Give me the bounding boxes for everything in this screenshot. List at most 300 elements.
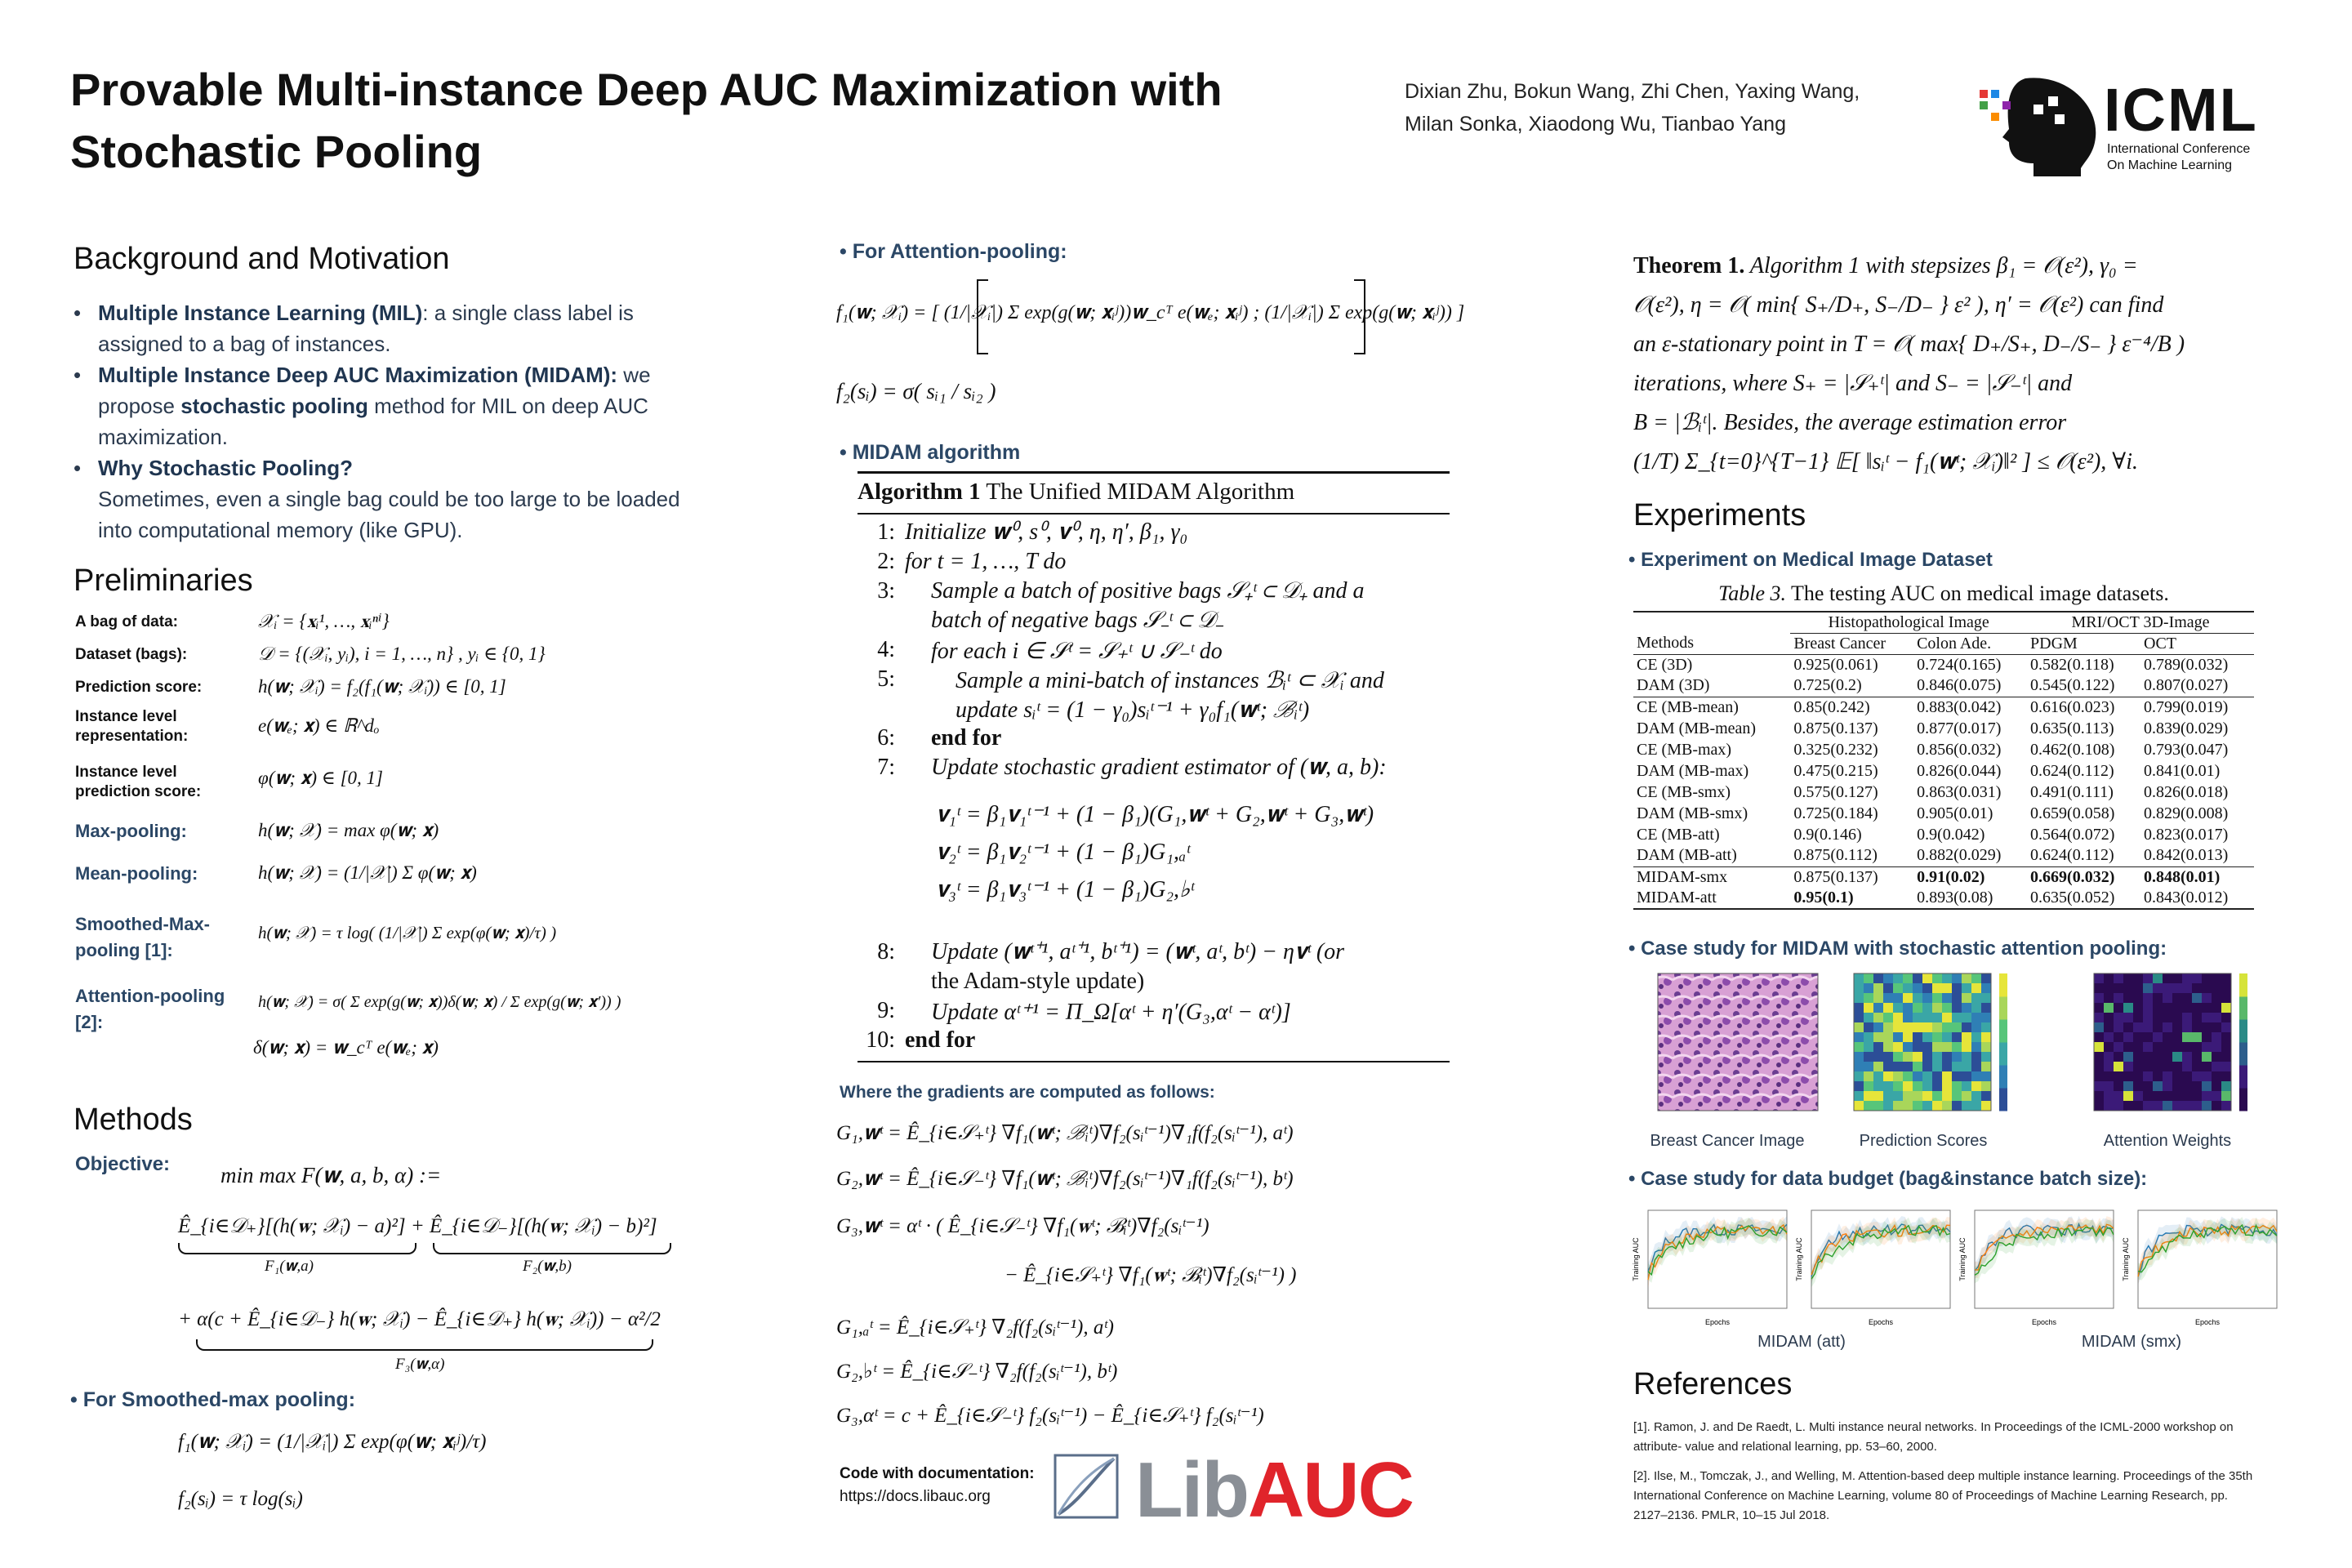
heatmap-cell <box>2212 973 2222 984</box>
heatmap-cell <box>2123 1052 2134 1062</box>
heatmap-cell <box>2172 1052 2183 1062</box>
algo-line: 𝐯₂ᵗ = β₁𝐯₂ᵗ⁻¹ + (1 − β₁)G₁,ₐᵗ <box>936 840 1190 865</box>
heatmap-cell <box>1873 1013 1884 1023</box>
heatmap-cell <box>1883 1032 1894 1043</box>
heatmap-cell <box>2133 1042 2144 1053</box>
algo-line-number: 8: <box>877 939 895 964</box>
table-cell: 0.893(0.08) <box>1913 888 2027 909</box>
heatmap-cell <box>1883 1052 1894 1062</box>
heatmap-cell <box>1942 983 1953 994</box>
gradient-line: G₂,𝐰ᵗ = Ê_{i∈𝒮₋ᵗ} ∇f₁(𝐰ᵗ; ℬᵢᵗ)∇f₂(sᵢᵗ⁻¹)∇₁f(f₂(sᵢᵗ⁻¹), bᵗ) <box>836 1168 1294 1190</box>
heatmap-cell <box>1981 1022 1992 1033</box>
heatmap-cell <box>1932 993 1943 1004</box>
heatmap-cell <box>2104 1032 2114 1043</box>
smx-f1: f₁(𝐰; 𝒳ᵢ) = (1/|𝒳ᵢ|) Σ exp(φ(𝐰; 𝐱ᵢʲ)/τ) <box>178 1431 487 1453</box>
icml-logo <box>1976 72 2287 178</box>
heatmap-cell <box>2221 983 2232 994</box>
heatmap-cell <box>2114 1042 2124 1053</box>
heatmap-cell <box>1873 1022 1884 1033</box>
heatmap-cell <box>2202 1013 2212 1023</box>
heatmap-cell <box>2153 1013 2163 1023</box>
heatmap-cell <box>2143 1062 2154 1072</box>
authors-line-1: Dixian Zhu, Bokun Wang, Zhi Chen, Yaxing Wang, <box>1405 80 1860 103</box>
table-cell: 0.564(0.072) <box>2030 825 2115 844</box>
heatmap-cell <box>2202 1003 2212 1013</box>
heatmap-cell <box>2094 1013 2105 1023</box>
heatmap-cell <box>2133 983 2144 994</box>
heatmap-cell <box>2123 1091 2134 1102</box>
heatmap-cell <box>2133 1101 2144 1111</box>
table-cell: 0.826(0.018) <box>2144 782 2229 801</box>
heatmap-cell <box>1883 1022 1894 1033</box>
heatmap-cell <box>1854 1081 1864 1092</box>
author-list <box>1405 75 1927 140</box>
heatmap-cell <box>2114 1071 2124 1082</box>
heatmap-cell <box>2192 1003 2203 1013</box>
heatmap-cell <box>1932 1062 1943 1072</box>
poster-title: Provable Multi-instance Deep AUC Maximization with Stochastic Pooling <box>70 64 1223 177</box>
table-cell: 0.9(0.042) <box>1917 825 1985 844</box>
algo-line: Sample a mini-batch of instances ℬᵢᵗ ⊂ 𝒳ᵢ and <box>956 668 1384 693</box>
heatmap-cell <box>2182 1042 2193 1053</box>
heatmap-cell <box>1873 993 1884 1004</box>
algo-line-number: 4: <box>877 637 895 662</box>
heatmap-cell <box>1854 1062 1864 1072</box>
heatmap-cell <box>1971 1052 1982 1062</box>
heatmap-cell <box>2133 1032 2144 1043</box>
theorem-title: Theorem 1. <box>1633 253 1745 278</box>
heatmap-cell <box>1922 1062 1933 1072</box>
table-caption <box>1633 581 2254 606</box>
heatmap-cell <box>2143 983 2154 994</box>
label-f2: F₂(𝐰,b) <box>523 1258 572 1275</box>
prelim-label: Dataset (bags): <box>75 646 188 663</box>
table-cell: 0.826(0.044) <box>1917 761 2002 780</box>
heatmap-cell <box>2163 1052 2173 1062</box>
algo-line: the Adam-style update) <box>931 969 1145 994</box>
heatmap-cell <box>1942 973 1953 984</box>
heatmap-cell <box>2104 1091 2114 1102</box>
algo-line-number: 7: <box>877 755 895 780</box>
underbrace-f2 <box>433 1243 671 1254</box>
training-curve-att-2 <box>1793 1200 1957 1331</box>
heatmap-cell <box>2104 993 2114 1004</box>
heatmap-cell <box>1981 1013 1992 1023</box>
y-axis-label: Training AUC <box>1958 1237 1967 1281</box>
algo-line: Update αᵗ⁺¹ = Π_Ω[αᵗ + η′(G₃,αᵗ − αᵗ)] <box>931 1000 1291 1025</box>
table-cell: 0.843(0.012) <box>2140 888 2254 909</box>
heatmap-cell <box>1903 1003 1913 1013</box>
heatmap-cell <box>1873 973 1884 984</box>
heatmap-cell <box>2202 973 2212 984</box>
colorbar <box>2239 973 2247 1111</box>
heatmap-cell <box>1873 1062 1884 1072</box>
heatmap-cell <box>1962 993 1972 1004</box>
table-cell: 0.95(0.1) <box>1790 888 1913 909</box>
algo-line: for t = 1, …, T do <box>905 549 1067 574</box>
algo-line: batch of negative bags 𝒮₋ᵗ ⊂ 𝒟₋ <box>931 608 1223 633</box>
heatmap-cell <box>1864 973 1874 984</box>
heatmap-cell <box>2221 1062 2232 1072</box>
heatmap-cell <box>1962 1013 1972 1023</box>
heatmap-cell <box>1883 993 1894 1004</box>
table-group-header <box>1633 612 2254 633</box>
table-cell: 0.475(0.215) <box>1793 761 1878 780</box>
heatmap-cell <box>2153 973 2163 984</box>
table-body <box>1633 654 2254 909</box>
table-cell: 0.669(0.032) <box>2027 866 2140 888</box>
table-cell: 0.725(0.184) <box>1793 804 1878 822</box>
heatmap-cell <box>2094 1022 2105 1033</box>
heatmap-cell <box>2182 993 2193 1004</box>
heatmap-cell <box>2123 983 2134 994</box>
algo-line-number: 5: <box>877 666 895 692</box>
heatmap-cell <box>2153 993 2163 1004</box>
heatmap-cell <box>1922 1052 1933 1062</box>
table-cell: 0.882(0.029) <box>1917 846 2002 865</box>
heatmap-cell <box>1913 1062 1923 1072</box>
heatmap-cell <box>2182 1032 2193 1043</box>
colorbar-step <box>1999 996 2007 1020</box>
bullet-lead: Multiple Instance Learning (MIL) <box>98 301 423 325</box>
heatmap-cell <box>2114 983 2124 994</box>
heatmap-cell <box>1913 993 1923 1004</box>
heatmap-cell <box>2192 973 2203 984</box>
experiments-sub2: • Case study for MIDAM with stochastic attention pooling: <box>1628 938 2167 960</box>
heatmap-cell <box>2172 993 2183 1004</box>
table-column-header: Breast Cancer <box>1793 634 1886 653</box>
heatmap-cell <box>2123 1101 2134 1111</box>
table-cell: 0.635(0.113) <box>2030 719 2114 737</box>
table-cell: DAM (MB-max) <box>1637 761 1749 780</box>
heatmap-cell <box>1893 973 1904 984</box>
table-cell: 0.624(0.112) <box>2030 846 2114 865</box>
background-heading: Background and Motivation <box>74 242 450 276</box>
heatmap-cell <box>1942 1022 1953 1033</box>
colorbar-step <box>1999 1065 2007 1089</box>
heatmap-cell <box>2163 1101 2173 1111</box>
heatmap-cell <box>1883 1091 1894 1102</box>
prelim-math: 𝒟 = {(𝒳ᵢ, yᵢ), i = 1, …, n} , yᵢ ∈ {0, 1} <box>258 644 546 664</box>
heatmap-cell <box>1864 1022 1874 1033</box>
heatmap-cell <box>2094 993 2105 1004</box>
heatmap-cell <box>2153 1091 2163 1102</box>
heatmap-cell <box>2212 983 2222 994</box>
heatmap-cell <box>2172 1071 2183 1082</box>
heatmap-cell <box>2133 1003 2144 1013</box>
heatmap-cell <box>1893 1091 1904 1102</box>
heatmap-cell <box>1942 1071 1953 1082</box>
authors-line-2: Milan Sonka, Xiaodong Wu, Tianbao Yang <box>1405 113 1786 136</box>
heatmap-cell <box>1864 1032 1874 1043</box>
heatmap-cell <box>1942 1003 1953 1013</box>
table-cell <box>1633 612 1790 633</box>
heatmap-cell <box>1932 1042 1943 1053</box>
heatmap-cell <box>1952 1032 1962 1043</box>
heatmap-cell <box>2133 1022 2144 1033</box>
heatmap-cell <box>1962 1022 1972 1033</box>
experiments-sub3: • Case study for data budget (bag&instance batch size): <box>1628 1168 2148 1190</box>
table-cell: MIDAM-smx <box>1633 866 1790 888</box>
heatmap-cell <box>1922 1003 1933 1013</box>
heatmap-cell <box>2172 1101 2183 1111</box>
theorem-line-2: 𝒪(ε²), η = 𝒪( min{ S₊/D₊, S₋/D₋ } ε² ), η′ = 𝒪(ε²) can find <box>1633 292 2164 318</box>
table-cell: 0.877(0.017) <box>1917 719 2002 737</box>
heatmap-cell <box>2094 1003 2105 1013</box>
heatmap-cell <box>2182 1003 2193 1013</box>
references-heading: References <box>1633 1367 1793 1401</box>
heatmap-cell <box>2114 1081 2124 1092</box>
heatmap-cell <box>1952 1013 1962 1023</box>
table-caption-italic: Table 3. <box>1718 581 1786 605</box>
colorbar-step <box>2239 1042 2247 1066</box>
table-cell: 0.839(0.029) <box>2144 719 2229 737</box>
heatmap-cell <box>2182 973 2193 984</box>
heatmap-cell <box>1883 973 1894 984</box>
prelim-math: e(𝐰ₑ; 𝐱) ∈ ℝ^dₒ <box>258 715 380 736</box>
table-row <box>1633 675 2254 697</box>
table-cell: 0.575(0.127) <box>1793 782 1878 801</box>
bullet-lead: Multiple Instance Deep AUC Maximization (MIDAM): <box>98 363 618 387</box>
heatmap-cell <box>1854 1022 1864 1033</box>
heatmap-cell <box>1854 1013 1864 1023</box>
table-cell: 0.789(0.032) <box>2140 654 2254 675</box>
heatmap-cell <box>1883 1062 1894 1072</box>
prelim-math: 𝒳ᵢ = {𝐱ᵢ¹, …, 𝐱ᵢⁿⁱ} <box>258 611 390 631</box>
prelim-math: h(𝐰; 𝒳) = max φ(𝐰; 𝐱) <box>258 820 439 840</box>
heatmap-cell <box>1893 1003 1904 1013</box>
heatmap-cell <box>1952 993 1962 1004</box>
heatmap-cell <box>1942 1042 1953 1053</box>
figure-caption: Attention Weights <box>2103 1132 2232 1150</box>
heatmap-cell <box>2172 983 2183 994</box>
midam-algorithm-heading-text: MIDAM algorithm <box>852 441 1021 464</box>
heatmap-cell <box>2104 1013 2114 1023</box>
heatmap-cell <box>2123 1042 2134 1053</box>
table-cell: 0.875(0.112) <box>1793 846 1878 865</box>
heatmap-cell <box>1913 983 1923 994</box>
heatmap-cell <box>1952 1022 1962 1033</box>
heatmap-cell <box>1962 1042 1972 1053</box>
bullet-text: : a single class label is assigned to a bag of instances. <box>98 301 634 356</box>
heatmap-cell <box>1913 1032 1923 1043</box>
prelim-label: Mean-pooling: <box>75 863 198 884</box>
x-axis-label: Epochs <box>1704 1318 1731 1326</box>
heatmap-cell <box>1981 993 1992 1004</box>
prelim-label: Max-pooling: <box>75 821 187 841</box>
heatmap-cell <box>1962 1071 1972 1082</box>
libauc-logo[interactable] <box>1135 1446 1413 1535</box>
experiments-sub1-text: Experiment on Medical Image Dataset <box>1641 549 1993 571</box>
algo-line: Update stochastic gradient estimator of (𝐰, a, b): <box>931 755 1387 780</box>
heatmap-cell <box>1854 1071 1864 1082</box>
heatmap-cell <box>2202 1042 2212 1053</box>
heatmap-cell <box>1981 1003 1992 1013</box>
heatmap-cell <box>1971 973 1982 984</box>
heatmap-cell <box>1854 1003 1864 1013</box>
preliminaries-heading: Preliminaries <box>74 564 253 598</box>
heatmap-cell <box>2114 993 2124 1004</box>
heatmap-cell <box>1903 1022 1913 1033</box>
heatmap-cell <box>1971 1081 1982 1092</box>
heatmap-cell <box>1903 973 1913 984</box>
heatmap-cell <box>1922 1042 1933 1053</box>
heatmap-cell <box>2182 1091 2193 1102</box>
prelim-math: h(𝐰; 𝒳) = (1/|𝒳|) Σ φ(𝐰; 𝐱) <box>258 862 477 883</box>
smx-f2: f₂(sᵢ) = τ log(sᵢ) <box>178 1488 303 1510</box>
prelim-math: h(𝐰; 𝒳) = σ( Σ exp(g(𝐰; 𝐱))δ(𝐰; 𝐱) / Σ exp(g(𝐰; 𝐱′)) ) <box>258 993 621 1011</box>
heatmap-cell <box>1922 983 1933 994</box>
heatmap-cell <box>1864 1081 1874 1092</box>
table-cell: 0.491(0.111) <box>2030 782 2114 801</box>
objective-label: Objective: <box>75 1153 171 1175</box>
heatmap-cell <box>1932 1032 1943 1043</box>
heatmap-cell <box>2221 1071 2232 1082</box>
heatmap-cell <box>2221 1052 2232 1062</box>
heatmap-cell <box>1913 1071 1923 1082</box>
table-cell: 0.635(0.052) <box>2027 888 2140 909</box>
heatmap-cell <box>2153 1032 2163 1043</box>
heatmap-cell <box>2104 1003 2114 1013</box>
heatmap-cell <box>2123 1013 2134 1023</box>
heatmap-cell <box>1873 1101 1884 1111</box>
heatmap-cell <box>1873 983 1884 994</box>
heatmap-cell <box>2153 983 2163 994</box>
heatmap-cell <box>1922 1032 1933 1043</box>
experiments-sub2-text: Case study for MIDAM with stochastic attention pooling: <box>1641 938 2167 960</box>
figure-caption: Breast Cancer Image <box>1650 1132 1805 1150</box>
gradient-line: G₁,𝐰ᵗ = Ê_{i∈𝒮₊ᵗ} ∇f₁(𝐰ᵗ; ℬᵢᵗ)∇f₂(sᵢᵗ⁻¹)∇₁f(f₂(sᵢᵗ⁻¹), aᵗ) <box>836 1122 1294 1144</box>
table-cell: 0.883(0.042) <box>1913 697 2027 718</box>
heatmap-cell <box>1864 993 1874 1004</box>
heatmap-cell <box>2192 1062 2203 1072</box>
table-cell: 0.863(0.031) <box>1917 782 2002 801</box>
heatmap-cell <box>2133 1013 2144 1023</box>
heatmap-cell <box>2221 1032 2232 1043</box>
heatmap-cell <box>2163 1081 2173 1092</box>
heatmap-cell <box>2114 1022 2124 1033</box>
code-url[interactable]: https://docs.libauc.org <box>840 1488 991 1505</box>
heatmap-cell <box>2172 1062 2183 1072</box>
heatmap-cell <box>2123 1062 2134 1072</box>
heatmap-cell <box>2123 993 2134 1004</box>
heatmap-cell <box>2123 1071 2134 1082</box>
table-cell: 0.841(0.01) <box>2144 761 2221 780</box>
heatmap-cell <box>1873 1003 1884 1013</box>
heatmap-cell <box>2114 1101 2124 1111</box>
table-header <box>1633 633 2254 654</box>
heatmap-cell <box>2202 1022 2212 1033</box>
heatmap-cell <box>2182 1013 2193 1023</box>
heatmap-cell <box>2094 1032 2105 1043</box>
heatmap-cell <box>2143 1013 2154 1023</box>
heatmap-cell <box>2172 1042 2183 1053</box>
attention-heading-text: For Attention-pooling: <box>852 240 1067 263</box>
heatmap-cell <box>1932 1101 1943 1111</box>
heatmap-cell <box>1864 1091 1874 1102</box>
prediction-scores-heatmap <box>1829 970 2017 1130</box>
heatmap-cell <box>2143 1032 2154 1043</box>
heatmap-cell <box>1952 1052 1962 1062</box>
bullet-text: we propose <box>98 363 651 418</box>
attention-weights-heatmap <box>2069 970 2265 1130</box>
matrix-bracket-right <box>1354 279 1365 354</box>
prelim-label: Instance level representation: <box>75 708 189 745</box>
prelim-label: Smoothed-Max-pooling [1]: <box>75 914 210 960</box>
heatmap-cell <box>2192 1091 2203 1102</box>
heatmap-cell <box>2163 1071 2173 1082</box>
table-cell: 0.582(0.118) <box>2027 654 2140 675</box>
table-cell: CE (MB-max) <box>1637 740 1732 759</box>
table-row <box>1633 697 2254 718</box>
prelim-label: Instance level prediction score: <box>75 764 202 800</box>
heatmap-cell <box>2212 1062 2222 1072</box>
table-cell: 0.875(0.137) <box>1790 866 1913 888</box>
heatmap-cell <box>1952 973 1962 984</box>
training-curve-smx-1 <box>1957 1200 2120 1331</box>
icml-logo-sub1: International Conference <box>2107 142 2251 156</box>
table-cell: 0.875(0.137) <box>1793 719 1878 737</box>
heatmap-cell <box>2114 1013 2124 1023</box>
heatmap-cell <box>2114 973 2124 984</box>
heatmap-cell <box>1952 1101 1962 1111</box>
table-cell: DAM (MB-smx) <box>1637 804 1748 822</box>
table-row <box>1633 845 2254 866</box>
table-row <box>1633 866 2254 888</box>
heatmap-cell <box>1952 1081 1962 1092</box>
table-cell: 0.462(0.108) <box>2030 740 2115 759</box>
algo-line: Update (𝐰ᵗ⁺¹, aᵗ⁺¹, bᵗ⁺¹) = (𝐰ᵗ, aᵗ, bᵗ) − η𝐯ᵗ (or <box>931 939 1345 964</box>
colorbar-step <box>2239 973 2247 997</box>
heatmap-cell <box>2163 1003 2173 1013</box>
list-item <box>74 359 710 452</box>
heatmap-cell <box>2182 1062 2193 1072</box>
heatmap-cell <box>1971 983 1982 994</box>
heatmap-cell <box>1903 1071 1913 1082</box>
heatmap-cell <box>2212 1042 2222 1053</box>
code-label: Code with documentation: <box>840 1465 1035 1482</box>
table-cell: 0.616(0.023) <box>2027 697 2140 718</box>
heatmap-cell <box>2104 973 2114 984</box>
heatmap-cell <box>1962 983 1972 994</box>
table-cell: 0.724(0.165) <box>1913 654 2027 675</box>
heatmap-cell <box>2192 1013 2203 1023</box>
colorbar-step <box>2239 996 2247 1020</box>
heatmap-cell <box>1903 1101 1913 1111</box>
heatmap-cell <box>2104 1081 2114 1092</box>
objective-line-2: Ê_{i∈𝒟₊}[(h(𝐰; 𝒳ᵢ) − a)²] + Ê_{i∈𝒟₋}[(h(𝐰; 𝒳ᵢ) − b)²] <box>178 1215 657 1237</box>
heatmap-cell <box>1942 1032 1953 1043</box>
heatmap-cell <box>2104 1101 2114 1111</box>
heatmap-cell <box>2212 1071 2222 1082</box>
theorem-line-4: iterations, where S₊ = |𝒮₊ᵗ| and S₋ = |𝒮₋ᵗ| and <box>1633 371 2073 396</box>
colorbar-step <box>1999 1019 2007 1043</box>
algo-line-number: 1: <box>877 519 895 545</box>
objective-line-1: min max F(𝐰, a, b, α) := <box>220 1163 442 1187</box>
table-cell: 0.85(0.242) <box>1790 697 1913 718</box>
heatmap-cell <box>2143 1091 2154 1102</box>
table-cell: 0.925(0.061) <box>1790 654 1913 675</box>
heatmap-cell <box>1913 1052 1923 1062</box>
heatmap-cell <box>1893 1062 1904 1072</box>
heatmap-cell <box>2172 1013 2183 1023</box>
heatmap-cell <box>1942 1081 1953 1092</box>
heatmap-cell <box>2212 1032 2222 1043</box>
heatmap-cell <box>1981 1101 1992 1111</box>
table-cell: 0.848(0.01) <box>2140 866 2254 888</box>
heatmap-cell <box>2094 1052 2105 1062</box>
algorithm-caption-bold: Algorithm 1 <box>858 479 981 505</box>
